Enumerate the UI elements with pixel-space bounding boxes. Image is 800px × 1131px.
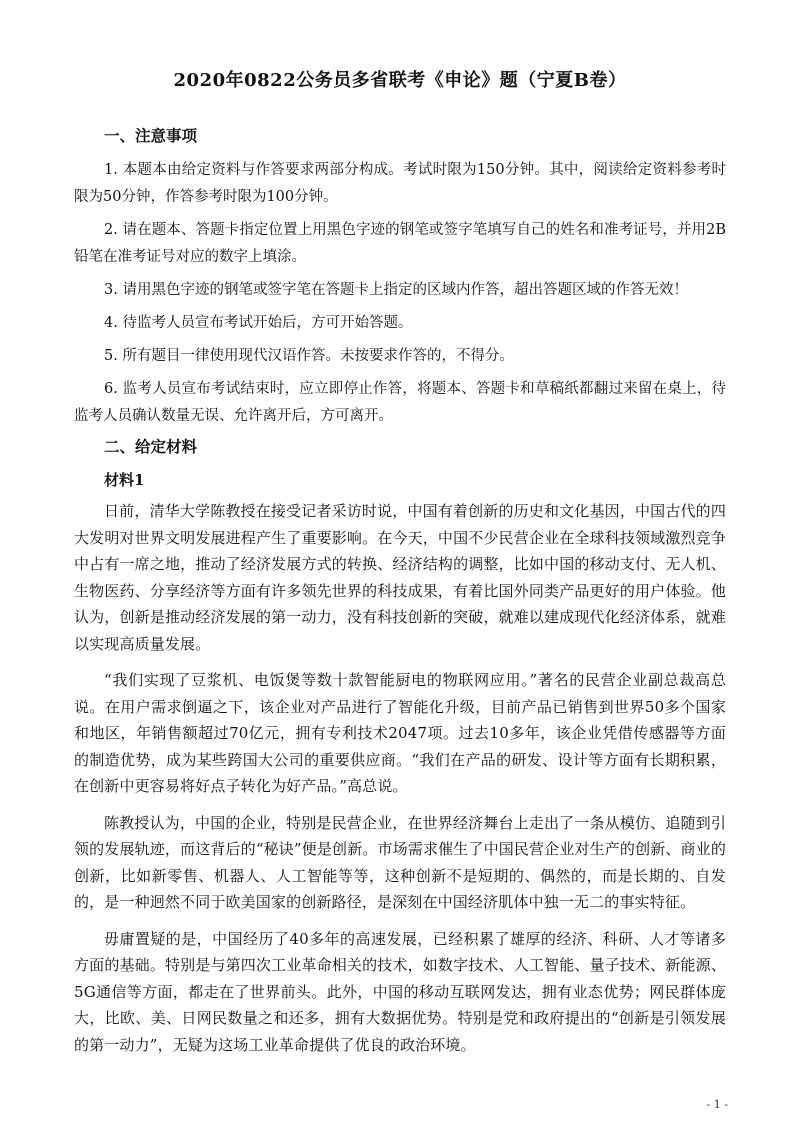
material-paragraph: 毋庸置疑的是，中国经历了40多年的高速发展，已经积累了雄厚的经济、科研、人才等诸多方面的基础。特别是与第四次工业革命相关的技术，如数字技术、人工智能、量子技术、新能源、5G通信等方面，都走在了世界前头。此外，中国的移动互联网发达，拥有业态优势；网民群体庞大，比欧、美、日网民数量之和还多，拥有大数据优势。特别是党和政府提出的“创新是引领发展的第一动力”，无疑为这场工业革命提供了优良的政治环境。	[74, 929, 726, 1054]
material-title: 材料1	[104, 471, 145, 489]
document-body	[74, 125, 726, 1068]
notice-item: 3. 请用黑色字迹的钢笔或签字笔在答题卡上指定的区域内作答，超出答题区域的作答无效！	[104, 282, 688, 298]
notice-item: 2. 请在题本、答题卡指定位置上用黑色字迹的钢笔或签字笔填写自己的姓名和准考证号，并用2B铅笔在准考证号对应的数字上填涂。	[74, 222, 726, 265]
document-title: 2020年0822公务员多省联考《申论》题（宁夏B卷）	[173, 70, 627, 91]
material-paragraph: 日前，清华大学陈教授在接受记者采访时说，中国有着创新的历史和文化基因，中国古代的四大发明对世界文明发展进程产生了重要影响。在今天，中国不少民营企业在全球科技领域激烈竞争中占有一席之地，推动了经济发展方式的转换、经济结构的调整，比如中国的移动支付、无人机、生物医药、分享经济等方面有许多领先世界的科技成果，有着比国外同类产品更好的用户体验。他认为，创新是推动经济发展的第一动力，没有科技创新的突破，就难以建成现代化经济体系，就难以实现高质量发展。	[74, 502, 726, 653]
page-number: - 1 -	[706, 1098, 728, 1111]
section-heading-notices: 一、注意事项	[104, 126, 198, 145]
notice-item: 5. 所有题目一律使用现代汉语作答。未按要求作答的，不得分。	[104, 348, 514, 364]
notice-item: 6. 监考人员宣布考试结束时，应立即停止作答，将题本、答题卡和草稿纸都翻过来留在桌上，待监考人员确认数量无误、允许离开后，方可离开。	[74, 381, 726, 424]
material-paragraph: “我们实现了豆浆机、电饭煲等数十款智能厨电的物联网应用。”著名的民营企业副总裁高总说。在用户需求倒逼之下，该企业对产品进行了智能化升级，目前产品已销售到世界50多个国家和地区，年销售额超过70亿元，拥有专利技术2047项。过去10多年，该企业凭借传感器等方面的制造优势，成为某些跨国大公司的重要供应商。“我们在产品的研发、设计等方面有长期积累，在创新中更容易将好点子转化为好产品。”高总说。	[74, 671, 726, 795]
notice-item: 1. 本题本由给定资料与作答要求两部分构成。考试时限为150分钟。其中，阅读给定资料参考时限为50分钟，作答参考时限为100分钟。	[74, 162, 726, 205]
material-paragraph: 陈教授认为，中国的企业，特别是民营企业，在世界经济舞台上走出了一条从模仿、追随到引领的发展轨迹，而这背后的“秘诀”便是创新。市场需求催生了中国民营企业对生产的创新、商业的创新，比如新零售、机器人、人工智能等等，这种创新不是短期的、偶然的，而是长期的、自发的，是一种迥然不同于欧美国家的创新路径，是深刻在中国经济肌体中独一无二的事实特征。	[74, 813, 726, 911]
section-heading-materials: 二、给定材料	[104, 437, 198, 456]
notice-item: 4. 待监考人员宣布考试开始后，方可开始答题。	[104, 315, 413, 331]
